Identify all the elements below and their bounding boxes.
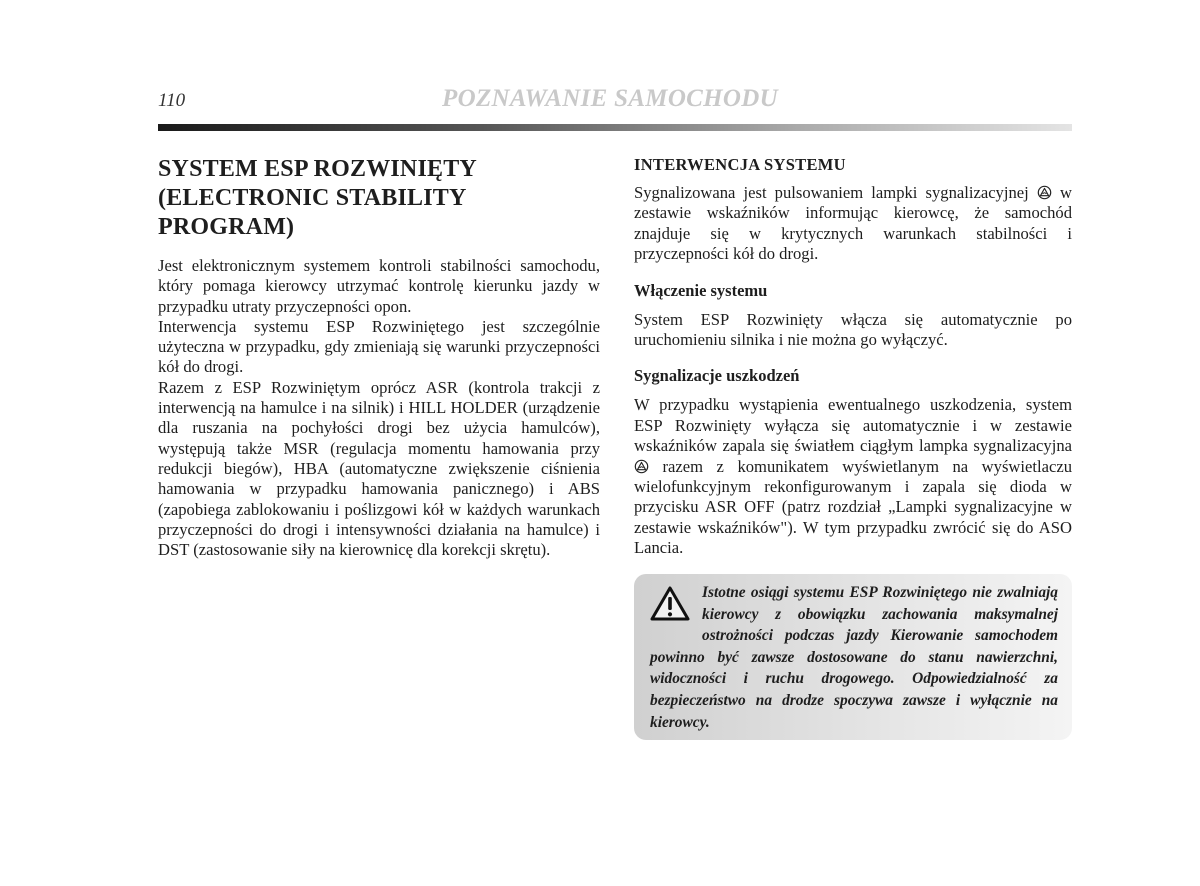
warning-triangle-icon bbox=[650, 586, 690, 622]
activation-heading: Włączenie systemu bbox=[634, 280, 768, 300]
header-rule bbox=[158, 124, 1072, 131]
left-column bbox=[158, 155, 600, 560]
warning-text-block bbox=[650, 582, 1058, 733]
warning-box bbox=[634, 574, 1072, 740]
warning-text: Istotne osiągi systemu ESP Rozwiniętego nie zwalniają kierowcy z obowiązku zachowania maksymalnej ostrożności podczas jazdy Kierowanie samochodem powinno być zawsze dostosowane do stanu nawierzchni, widoczności i ruchu drogowego. Odpowiedzialność za bezpieczeństwo na drodze spoczywa zawsze i wyłącznie na kierowcy. bbox=[650, 584, 1058, 731]
intervention-text bbox=[634, 183, 1072, 265]
section-title: SYSTEM ESP ROZWINIĘTY (ELECTRONIC STABILITY PROGRAM) bbox=[158, 156, 477, 240]
esp-warning-lamp-icon bbox=[1037, 185, 1052, 200]
paragraph-systems: Razem z ESP Rozwiniętym oprócz ASR (kontrola trakcji z interwencją na hamulce i na silnik) i HILL HOLDER (urządzenie dla ruszania na pochyłości drogi bez użycia hamulców), występują także MSR (regulacja momentu hamowania przy redukcji biegów), HBA (automatyczne zwiększenie ciśnienia hamowania w przypadku hamowania panicznego) i ABS (zapobiega zablokowaniu i poślizgowi kół w każdych warunkach przyczepności do drogi i intensywności działania na hamulce) i DST (zastosowanie siły na kierownicę dla korekcji skrętu). bbox=[158, 377, 600, 560]
esp-warning-lamp-icon bbox=[634, 459, 649, 474]
paragraph-intervention: Interwencja systemu ESP Rozwiniętego jest szczególnie użyteczna w przypadku, gdy zmieniają się warunki przyczepności kół do drogi. bbox=[158, 316, 600, 377]
intervention-text-b: w zestawie wskaźników informując kierowcę, że samochód znajduje się w krytycznych warunkach stabilności i przyczepności kół do drogi. bbox=[634, 183, 1072, 264]
fault-text-a: W przypadku wystąpienia ewentualnego uszkodzenia, system ESP Rozwinięty wyłącza się automatycznie i w zestawie wskaźników zapala się światłem ciągłym lampka sygnalizacyjna bbox=[634, 395, 1072, 456]
fault-text bbox=[634, 395, 1072, 558]
intervention-text-a: Sygnalizowana jest pulsowaniem lampki sygnalizacyjnej bbox=[634, 183, 1029, 202]
fault-heading: Sygnalizacje uszkodzeń bbox=[634, 366, 800, 386]
activation-text: System ESP Rozwinięty włącza się automatycznie po uruchomieniu silnika i nie można go wyłączyć. bbox=[634, 309, 1072, 350]
running-head: POZNAWANIE SAMOCHODU bbox=[442, 85, 778, 112]
intervention-heading: INTERWENCJA SYSTEMU bbox=[634, 155, 846, 174]
page-number: 110 bbox=[158, 90, 186, 111]
paragraph-intro: Jest elektronicznym systemem kontroli stabilności samochodu, który pomaga kierowcy utrzymać kontrolę kierunku jazdy w przypadku utraty przyczepności opon. bbox=[158, 256, 600, 316]
right-column bbox=[634, 155, 1072, 559]
fault-text-b: razem z komunikatem wyświetlanym na wyświetlaczu wielofunkcyjnym rekonfigurowanym i zapala się dioda w przycisku ASR OFF (patrz rozdział „Lampki sygnalizacyjne w zestawie wskaźników"). W tym przypadku zwrócić się do ASO Lancia. bbox=[634, 456, 1072, 558]
